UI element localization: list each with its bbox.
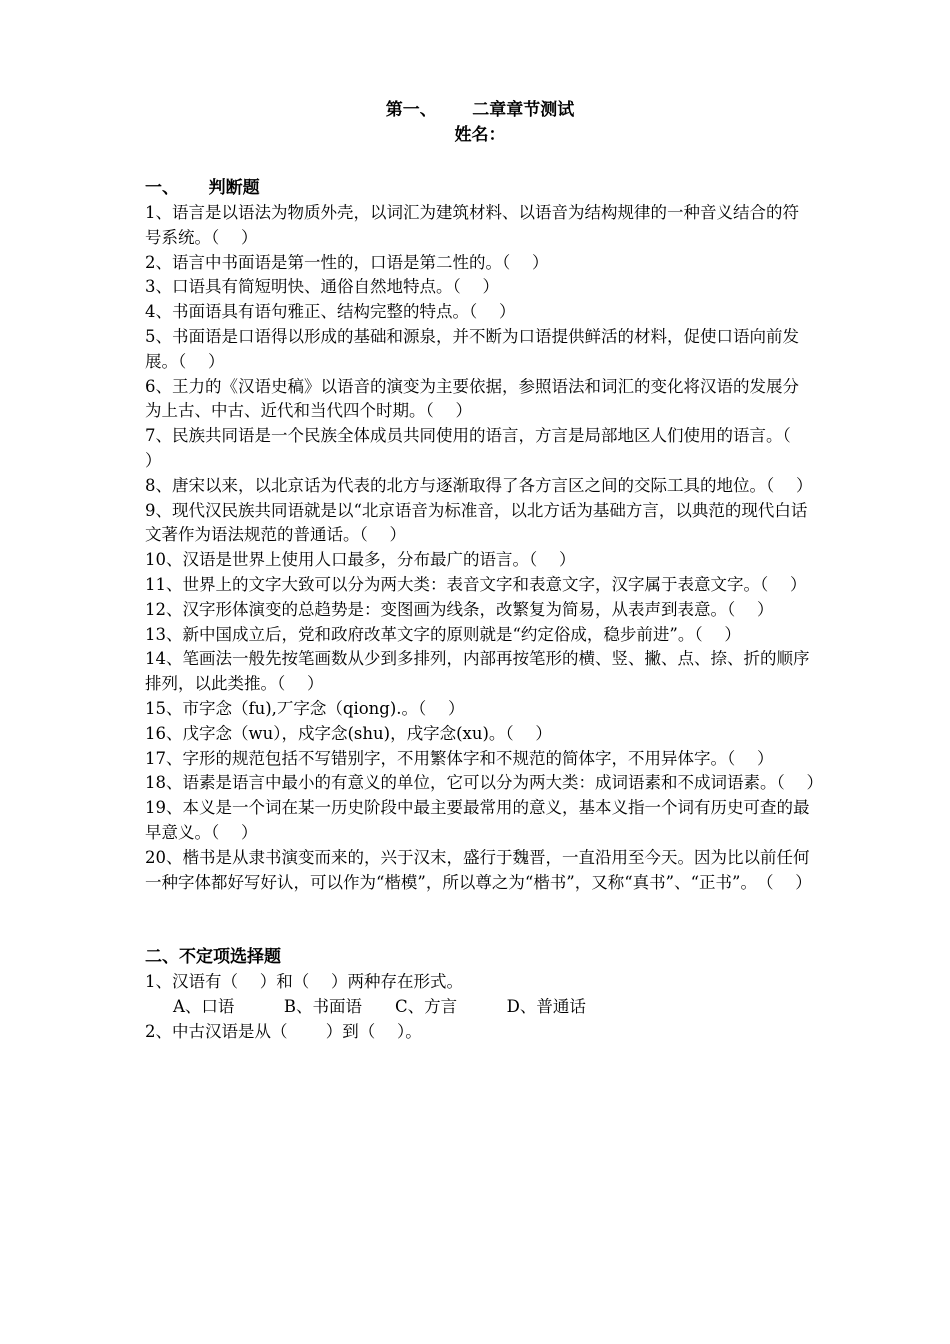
name-label: 姓名： (454, 125, 506, 145)
question-item: 14、笔画法一般先按笔画数从少到多排列，内部再按笔形的横、竖、撇、点、捺、折的顺序排列，以此类推。（ ） (145, 649, 810, 694)
question-item: 15、市字念（fu),丆字念（qiong).。（ ） (145, 698, 465, 718)
question-item: 8、唐宋以来，以北京话为代表的北方与逐渐取得了各方言区之间的交际工具的地位。（ ） (145, 475, 813, 495)
question-item: 1、语言是以语法为物质外壳，以词汇为建筑材料、以语音为结构规律的一种音义结合的符号系统。（ ） (145, 203, 799, 247)
section-gap (145, 895, 815, 945)
question-item: 4、书面语具有语句雅正、结构完整的特点。（ ） (145, 302, 516, 322)
question-item: 5、书面语是口语得以形成的基础和源泉，并不断为口语提供鲜活的材料，促使口语向前发展。（ ） (145, 326, 799, 371)
question-item: 20、楷书是从隶书演变而来的，兴于汉末，盛行于魏晋，一直沿用至今天。因为比以前任何一种字体都好写好认，可以作为“楷模”，所以尊之为“楷书”，又称“真书”、“正书”。 （ ） (145, 847, 812, 892)
question-item: 2、中古汉语是从（ ）到（ ）。 (145, 1021, 422, 1041)
question-item: 7、民族共同语是一个民族全体成员共同使用的语言，方言是局部地区人们使用的语言。（ ） (145, 426, 813, 470)
section-heading-multiple-choice: 二、不定项选择题 (145, 947, 281, 968)
answer-options: A、口语 B、书面语 C、方言 D、普通话 (173, 997, 586, 1017)
question-item: 6、王力的《汉语史稿》以语音的演变为主要依据，参照语法和词汇的变化将汉语的发展分为上古、中古、近代和当代四个时期。（ ） (145, 376, 799, 421)
question-item: 16、戊字念（wu），戍字念(shu)，戌字念(xu)。（ ） (145, 723, 552, 743)
question-item: 1、汉语有（ ）和（ ）两种存在形式。 (145, 972, 463, 992)
question-item: 18、语素是语言中最小的有意义的单位，它可以分为两大类：成词语素和不成词语素。（ ） (145, 773, 823, 793)
document-page (145, 98, 823, 1045)
question-item: 13、新中国成立后，党和政府改革文字的原则就是“约定俗成，稳步前进”。（ ） (145, 624, 741, 644)
document-title: 第一、 二章章节测试 (385, 100, 575, 120)
question-item: 2、语言中书面语是第一性的，口语是第二性的。（ ） (145, 252, 549, 272)
question-item: 9、现代汉民族共同语就是以“北京语音为标准音，以北方话为基础方言，以典范的现代白话文著作为语法规范的普通话。（ ） (145, 500, 808, 545)
question-item: 12、汉字形体演变的总趋势是：变图画为线条，改繁复为简易，从表声到表意。（ ） (145, 599, 774, 619)
question-item: 19、本义是一个词在某一历史阶段中最主要最常用的意义，基本义指一个词有历史可查的最早意义。（ ） (145, 798, 810, 842)
question-item: 10、汉语是世界上使用人口最多，分布最广的语言。（ ） (145, 550, 576, 570)
spacer (145, 148, 815, 176)
question-item: 11、世界上的文字大致可以分为两大类：表音文字和表意文字，汉字属于表意文字。（ ） (145, 574, 807, 594)
question-list-true-false (145, 201, 823, 895)
question-item: 3、口语具有简短明快、通俗自然地特点。（ ） (145, 277, 499, 297)
section-heading-true-false: 一、 判断题 (145, 178, 260, 198)
question-item: 17、字形的规范包括不写错别字，不用繁体字和不规范的简体字，不用异体字。（ ） (145, 748, 774, 768)
